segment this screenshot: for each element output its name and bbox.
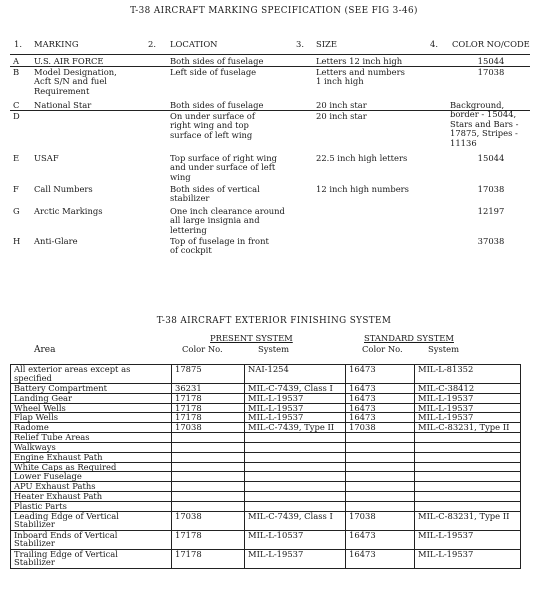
marking-row-b xyxy=(10,67,530,100)
cell-present-system xyxy=(245,501,346,511)
finishing-table-header xyxy=(10,334,540,364)
row-size: 22.5 inch high letters xyxy=(316,153,408,163)
cell-present-color xyxy=(172,472,245,482)
area-column-label: Area xyxy=(34,345,56,355)
cell-standard-color: 17038 xyxy=(346,423,415,433)
cell-area: White Caps as Required xyxy=(11,462,172,472)
row-color: 15044 xyxy=(477,153,505,163)
row-location: Both sides of fuselage xyxy=(170,100,264,110)
header-marking: MARKING xyxy=(34,39,79,49)
cell-present-system: MIL-L-19537 xyxy=(245,393,346,403)
cell-standard-system: MIL-L-19537 xyxy=(415,413,521,423)
row-location: Top of fuselage in front of cockpit xyxy=(170,236,269,256)
row-letter: H xyxy=(13,236,21,246)
cell-standard-system xyxy=(415,462,521,472)
cell-present-color: 17038 xyxy=(172,423,245,433)
table-row xyxy=(11,442,521,452)
cell-area: Leading Edge of Vertical Stabilizer xyxy=(11,511,172,530)
present-color-no-label: Color No. xyxy=(182,344,223,354)
cell-present-system: MIL-L-10537 xyxy=(245,530,346,549)
cell-present-color: 17178 xyxy=(172,403,245,413)
cell-present-color: 17875 xyxy=(172,365,245,384)
cell-present-system xyxy=(245,452,346,462)
cell-present-system xyxy=(245,433,346,443)
row-color: 15044 xyxy=(477,56,505,66)
row-marking: Call Numbers xyxy=(34,184,93,194)
cell-standard-color xyxy=(346,442,415,452)
row-letter: C xyxy=(13,100,20,110)
cell-standard-color: 16473 xyxy=(346,530,415,549)
cell-present-color xyxy=(172,442,245,452)
standard-system-col-label: System xyxy=(428,344,460,354)
table-row xyxy=(11,549,521,568)
cell-standard-system xyxy=(415,442,521,452)
cell-present-system xyxy=(245,491,346,501)
table-row xyxy=(11,393,521,403)
cell-standard-color xyxy=(346,452,415,462)
cell-present-color: 17178 xyxy=(172,413,245,423)
cell-standard-system xyxy=(415,433,521,443)
cell-standard-system: MIL-C-38412 xyxy=(415,384,521,394)
row-location: One inch clearance around all large insignia and lettering xyxy=(170,206,285,235)
cell-present-color: 17178 xyxy=(172,549,245,568)
cell-area: Inboard Ends of Vertical Stabilizer xyxy=(11,530,172,549)
row-color: 12197 xyxy=(477,206,505,216)
row-marking: Arctic Markings xyxy=(34,206,103,216)
table-row xyxy=(11,433,521,443)
finishing-table xyxy=(10,364,521,569)
cell-present-color xyxy=(172,501,245,511)
cell-present-color xyxy=(172,452,245,462)
cell-standard-color xyxy=(346,472,415,482)
row-marking: U.S. AIR FORCE xyxy=(34,56,104,66)
row-color: 17038 xyxy=(477,67,505,77)
table-row xyxy=(11,462,521,472)
row-location: On under surface of right wing and top surface of left wing xyxy=(170,111,255,140)
table-row xyxy=(11,365,521,384)
cell-present-system xyxy=(245,482,346,492)
cell-area: Engine Exhaust Path xyxy=(11,452,172,462)
cell-area: Trailing Edge of Vertical Stabilizer xyxy=(11,549,172,568)
cell-standard-system: MIL-C-83231, Type II xyxy=(415,511,521,530)
row-size: Letters and numbers 1 inch high xyxy=(316,67,405,87)
row-size: 20 inch star xyxy=(316,111,367,121)
row-size: 12 inch high numbers xyxy=(316,184,409,194)
cell-area: Landing Gear xyxy=(11,393,172,403)
cell-present-system: NAI-1254 xyxy=(245,365,346,384)
marking-table-header xyxy=(0,40,548,52)
cell-standard-system xyxy=(415,482,521,492)
cell-standard-system xyxy=(415,472,521,482)
table-row xyxy=(11,452,521,462)
header-num-4: 4. xyxy=(430,39,438,49)
marking-row-a xyxy=(10,56,530,67)
row-marking: National Star xyxy=(34,100,92,110)
row-marking: USAF xyxy=(34,153,59,163)
table-row xyxy=(11,501,521,511)
table-row xyxy=(11,482,521,492)
row-size: 20 inch star xyxy=(316,100,367,110)
cell-area: Flap Wells xyxy=(11,413,172,423)
cell-standard-system: MIL-L-19537 xyxy=(415,549,521,568)
cell-present-color: 17178 xyxy=(172,393,245,403)
row-size: Letters 12 inch high xyxy=(316,56,403,66)
row-letter: B xyxy=(13,67,20,77)
row-location: Top surface of right wing and under surface of left wing xyxy=(170,153,277,182)
cell-area: Walkways xyxy=(11,442,172,452)
cell-present-system: MIL-L-19537 xyxy=(245,549,346,568)
cell-standard-color xyxy=(346,501,415,511)
cell-area: APU Exhaust Paths xyxy=(11,482,172,492)
cell-present-system xyxy=(245,442,346,452)
header-location: LOCATION xyxy=(170,39,218,49)
cell-standard-color xyxy=(346,462,415,472)
marking-row-h xyxy=(10,236,530,258)
marking-row-f xyxy=(10,184,530,206)
cell-standard-color: 16473 xyxy=(346,365,415,384)
cell-standard-color: 16473 xyxy=(346,413,415,423)
row-marking: Model Designation, Acft S/N and fuel Requirement xyxy=(34,67,117,96)
header-num-3: 3. xyxy=(296,39,304,49)
row-location: Both sides of vertical stabilizer xyxy=(170,184,260,204)
row-location: Left side of fuselage xyxy=(170,67,257,77)
cell-area: Heater Exhaust Path xyxy=(11,491,172,501)
cell-area: Relief Tube Areas xyxy=(11,433,172,443)
cell-area: Plastic Parts xyxy=(11,501,172,511)
row-color: 37038 xyxy=(477,236,505,246)
header-num-2: 2. xyxy=(148,39,156,49)
present-system-col-label: System xyxy=(258,344,290,354)
cell-area: All exterior areas except as specified xyxy=(11,365,172,384)
cell-standard-system: MIL-C-83231, Type II xyxy=(415,423,521,433)
cell-standard-color: 17038 xyxy=(346,511,415,530)
cell-standard-color xyxy=(346,482,415,492)
header-color: COLOR NO/CODE xyxy=(452,39,530,49)
cell-area: Wheel Wells xyxy=(11,403,172,413)
cell-present-color xyxy=(172,462,245,472)
cell-present-color xyxy=(172,433,245,443)
row-letter: E xyxy=(13,153,20,163)
marking-spec-title: T-38 AIRCRAFT MARKING SPECIFICATION (SEE FIG 3-46) xyxy=(130,6,418,16)
marking-row-e xyxy=(10,153,530,184)
cell-standard-system: MIL-L-19537 xyxy=(415,403,521,413)
row-color: 17038 xyxy=(477,184,505,194)
cell-present-color xyxy=(172,491,245,501)
cell-present-system: MIL-C-7439, Class I xyxy=(245,384,346,394)
cell-area: Battery Compartment xyxy=(11,384,172,394)
standard-system-label: STANDARD SYSTEM xyxy=(364,333,454,343)
cell-present-system: MIL-C-7439, Type II xyxy=(245,423,346,433)
cell-standard-color xyxy=(346,433,415,443)
cell-present-system xyxy=(245,462,346,472)
table-row xyxy=(11,384,521,394)
finishing-system-title: T-38 AIRCRAFT EXTERIOR FINISHING SYSTEM xyxy=(156,316,392,326)
row-marking: Anti-Glare xyxy=(34,236,78,246)
present-system-label: PRESENT SYSTEM xyxy=(210,333,293,343)
cell-standard-system xyxy=(415,501,521,511)
cell-standard-system: MIL-L-19537 xyxy=(415,530,521,549)
marking-table xyxy=(10,56,530,258)
header-rule xyxy=(10,54,530,55)
cell-standard-system xyxy=(415,491,521,501)
header-size: SIZE xyxy=(316,39,337,49)
row-letter: D xyxy=(13,111,20,121)
cell-standard-color: 16473 xyxy=(346,403,415,413)
table-row xyxy=(11,491,521,501)
header-num-1: 1. xyxy=(14,39,22,49)
cell-standard-color: 16473 xyxy=(346,549,415,568)
marking-row-d xyxy=(10,111,530,153)
cell-present-system: MIL-L-19537 xyxy=(245,413,346,423)
cell-standard-system: MIL-L-19537 xyxy=(415,393,521,403)
cell-present-color: 36231 xyxy=(172,384,245,394)
standard-color-no-label: Color No. xyxy=(362,344,403,354)
cell-standard-system: MIL-L-81352 xyxy=(415,365,521,384)
cell-standard-color: 16473 xyxy=(346,384,415,394)
row-location: Both sides of fuselage xyxy=(170,56,264,66)
cell-area: Lower Fuselage xyxy=(11,472,172,482)
cell-present-color xyxy=(172,482,245,492)
cell-standard-color xyxy=(346,491,415,501)
row-letter: F xyxy=(13,184,19,194)
cell-area: Radome xyxy=(11,423,172,433)
row-letter: A xyxy=(13,56,20,66)
row-letter: G xyxy=(13,206,20,216)
cell-present-color: 17038 xyxy=(172,511,245,530)
cell-standard-color: 16473 xyxy=(346,393,415,403)
cell-present-system: MIL-C-7439, Class I xyxy=(245,511,346,530)
table-row xyxy=(11,530,521,549)
cell-present-color: 17178 xyxy=(172,530,245,549)
cell-present-system: MIL-L-19537 xyxy=(245,403,346,413)
marking-row-g xyxy=(10,206,530,236)
row-color: Background, border - 15044, Stars and Bars - 17875, Stripes - 11136 xyxy=(450,100,519,148)
cell-standard-system xyxy=(415,452,521,462)
cell-present-system xyxy=(245,472,346,482)
table-row xyxy=(11,511,521,530)
